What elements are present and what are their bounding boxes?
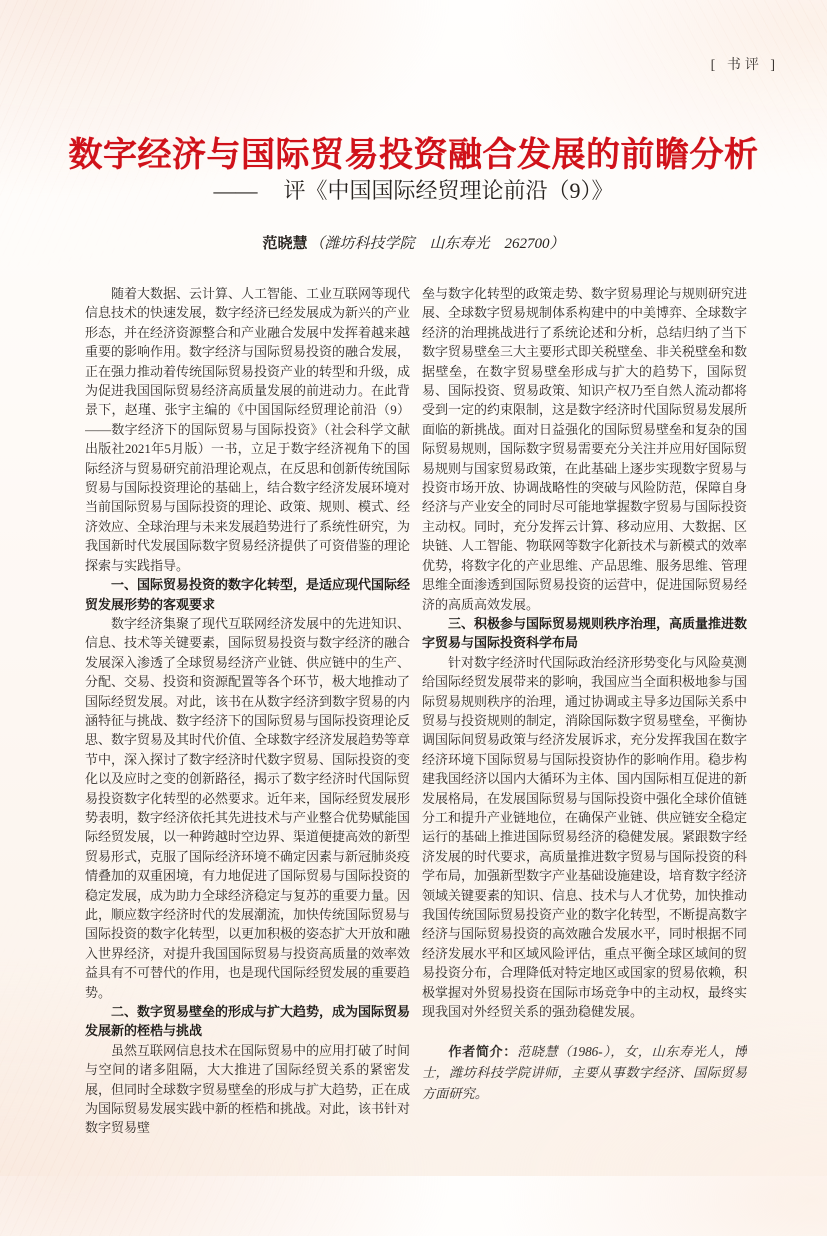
section-heading-2: 二、数字贸易壁垒的形成与扩大趋势，成为国际贸易发展新的桎梏与挑战 [85, 1004, 410, 1039]
author-affiliation: （潍坊科技学院 山东寿光 262700） [309, 236, 565, 252]
subtitle-text: 评《中国国际经贸理论前沿（9）》 [283, 178, 614, 203]
author-name: 范晓慧 [262, 236, 308, 252]
article-body [85, 284, 747, 1144]
paragraph-section-1: 数字经济集聚了现代互联网经济发展中的先进知识、信息、技术等关键要素，国际贸易投资与数字经济的融合发展深入渗透了全球贸易经济产业链、供应链中的生产、分配、交易、投资和资源配置等各个环节，极大地推动了国际经贸发展。对此，该书在从数字经济到数字贸易的内涵特征与挑战、数字经济下的国际贸易与国际投资理论反思、数字贸易及其时代价值、全球数字经济发展趋势等章节中，深入探讨了数字经济时代数字贸易、国际投资的变化以及应时之变的创新路径，揭示了数字经济时代国际贸易投资数字化转型的必然要求。近年来，国际经贸发展形势表明，数字经济依托其先进技术与产业整合优势赋能国际经贸发展，以一种跨越时空边界、渠道便捷高效的新型贸易形式，克服了国际经济环境不确定因素与新冠肺炎疫情叠加的双重困境，有力地促进了国际贸易与国际投资的稳定发展，成为助力全球经济稳定与复苏的重要力量。因此，顺应数字经济时代的发展潮流，加快传统国际贸易与国际投资的数字化转型，以更加积极的姿态扩大开放和融入世界经济，对提升我国国际贸易与投资高质量的效率效益具有不可替代的作用，也是现代国际经贸发展的重要趋势。 [85, 615, 410, 1000]
author-bio-label: 作者简介： [448, 1044, 517, 1060]
column-left [85, 284, 410, 1144]
column-right [422, 284, 747, 1144]
section-heading-3: 三、积极参与国际贸易规则秩序治理，高质量推进数字贸易与国际投资科学布局 [422, 615, 747, 651]
subtitle-dash: —— [213, 178, 258, 203]
paragraph-intro: 随着大数据、云计算、人工智能、工业互联网等现代信息技术的快速发展，数字经济已经发展成为新兴的产业形态，并在经济资源整合和产业融合发展中发挥着越来越重要的影响作用。数字经济与国际贸易投资的融合发展，正在强力推动着传统国际贸易投资产业的转型和升级，成为促进我国国际贸易经济高质量发展的前进动力。在此背景下，赵瑾、张宇主编的《中国国际经贸理论前沿（9）——数字经济下的国际贸易与国际投资》（社会科学文献出版社2021年5月版）一书，立足于数字经济视角下的国际经济与贸易研究前沿理论观点，在反思和创新传统国际贸易与国际投资理论的基础上，结合数字经济发展环境对当前国际贸易与国际投资的理论、政策、规则、模式、经济效应、全球治理与未来发展趋势进行了系统性研究，为我国新时代发展国际数字贸易经济提供了可资借鉴的理论探索与实践指导。 [85, 286, 410, 573]
author-bio-text: 范晓慧（1986-），女，山东寿光人，博士，潍坊科技学院讲师，主要从事数字经济、国际贸易方面研究。 [422, 1044, 747, 1102]
paragraph-section-2-continued: 垒与数字化转型的政策走势、数字贸易理论与规则研究进展、全球数字贸易规制体系构建中的中美博弈、全球数字经济的治理挑战进行了系统论述和分析，总结归纳了当下数字贸易壁垒三大主要形式即关税壁垒、非关税壁垒和数据壁垒，在数字贸易壁垒形成与扩大的趋势下，国际贸易、国际投资、贸易政策、知识产权乃至自然人流动都将受到一定的约束限制，这是数字经济时代国际贸易发展所面临的新挑战。面对日益强化的国际贸易壁垒和复杂的国际贸易规则，国际数字贸易需要充分关注并应用好国际贸易规则与国家贸易政策，在此基础上逐步实现数字贸易与投资市场开放、协调战略性的突破与风险防范，保障自身经济与产业安全的同时尽可能地掌握数字贸易与国际投资主动权。同时，充分发挥云计算、移动应用、大数据、区块链、人工智能、物联网等数字化新技术与新模式的效率优势，将数字化的产业思维、产品思维、服务思维、管理思维全面渗透到国际贸易投资的运营中，促进国际贸易经济的高质高效发展。 [422, 286, 747, 612]
paragraph-section-2-start: 虽然互联网信息技术在国际贸易中的应用打破了时间与空间的诸多阻隔，大大推进了国际经贸关系的紧密发展，但同时全球数字贸易壁垒的形成与扩大趋势，正在成为国际贸易发展实践中新的桎梏和挑战。对此，该书针对数字贸易壁 [85, 1042, 410, 1136]
article-subtitle [0, 174, 827, 205]
review-category-tag: [ 书评 ] [710, 58, 779, 73]
paragraph-section-3: 针对数字经济时代国际政治经济形势变化与风险莫测给国际经贸发展带来的影响，我国应当全面积极地参与国际贸易规则秩序的治理，通过协调或主导多边国际关系中贸易与投资规则的制定，消除国际数字贸易壁垒，平衡协调国际间贸易政策与经济发展诉求，充分发挥我国在数字经济环境下国际贸易与国际投资协作的影响作用。稳步构建我国经济以国内大循环为主体、国内国际相互促进的新发展格局，在发展国际贸易与国际投资中强化全球价值链分工和提升产业链地位，在确保产业链、供应链安全稳定运行的基础上推进国际贸易经济的稳健发展。紧跟数字经济发展的时代要求，高质量推进数字贸易与国际投资的科学布局，加强新型数字产业基础设施建设，培育数字经济领域关键要素的知识、信息、技术与人才优势，加快推动我国传统国际贸易投资产业的数字化转型，不断提高数字经济与国际贸易投资的高效融合发展水平，同时根据不同经济发展水平和区域风险评估，重点平衡全球区域间的贸易投资分布，合理降低对特定地区或国家的贸易依赖，积极掌握对外贸易投资在国际市场竞争中的主动权，最终实现我国对外经贸关系的强劲稳健发展。 [422, 654, 747, 1020]
article-title: 数字经济与国际贸易投资融合发展的前瞻分析 [68, 135, 759, 174]
author-bio [422, 1041, 747, 1104]
section-heading-1: 一、国际贸易投资的数字化转型，是适应现代国际经贸发展形势的客观要求 [85, 577, 410, 612]
author-line [0, 232, 827, 253]
